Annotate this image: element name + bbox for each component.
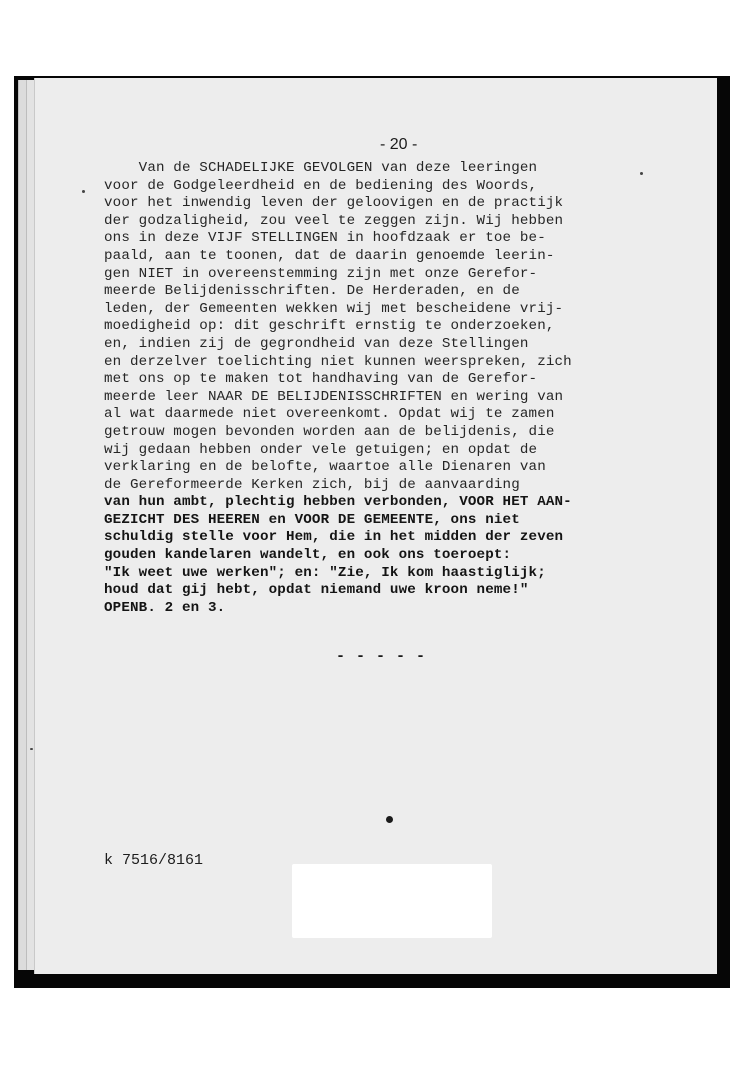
text-line: meerde leer NAAR DE BELIJDENISSCHRIFTEN en wering van <box>104 388 564 405</box>
text-line: verklaring en de belofte, waartoe alle Dienaren van <box>104 459 546 476</box>
page-number: - 20 - <box>380 136 418 153</box>
text-line: OPENB. 2 en 3. <box>104 599 226 616</box>
body-paragraph <box>104 160 684 617</box>
text-line: "Ik weet uwe werken"; en: "Zie, Ik kom haastiglijk; <box>104 564 546 581</box>
scan-speck <box>30 748 33 750</box>
text-line: schuldig stelle voor Hem, die in het midden der zeven <box>104 529 564 546</box>
blank-label-patch <box>292 864 492 938</box>
text-line: voor het inwendig leven der geloovigen en de practijk <box>104 195 564 212</box>
text-line: paald, aan te toonen, dat de daarin genoemde leerin- <box>104 247 555 264</box>
archive-reference-code: k 7516/8161 <box>104 852 204 869</box>
closing-dashes: - - - - - <box>336 648 427 665</box>
scan-speck <box>82 190 85 193</box>
text-line: en derzelver toelichting niet kunnen weerspreken, zich <box>104 353 572 370</box>
text-line: al wat daarmede niet overeenkomt. Opdat wij te zamen <box>104 406 555 423</box>
text-line: van hun ambt, plechtig hebben verbonden, VOOR HET AAN- <box>104 494 572 511</box>
text-line: en, indien zij de gegrondheid van deze Stellingen <box>104 335 529 352</box>
text-line: ons in deze VIJF STELLINGEN in hoofdzaak er toe be- <box>104 230 546 247</box>
text-line: voor de Godgeleerdheid en de bediening des Woords, <box>104 177 538 194</box>
ink-dot-mark <box>386 816 393 823</box>
text-line: der godzaligheid, zou veel te zeggen zijn. Wij hebben <box>104 212 564 229</box>
text-line: houd dat gij hebt, opdat niemand uwe kroon neme!" <box>104 582 529 599</box>
text-line: de Gereformeerde Kerken zich, bij de aanvaarding <box>104 476 520 493</box>
text-line: gouden kandelaren wandelt, en ook ons toeroept: <box>104 547 512 564</box>
text-line: leden, der Gemeenten wekken wij met bescheidene vrij- <box>104 300 564 317</box>
text-line: gen NIET in overeenstemming zijn met onze Gerefor- <box>104 265 538 282</box>
text-line: wij gedaan hebben onder vele getuigen; en opdat de <box>104 441 538 458</box>
text-line: met ons op te maken tot handhaving van de Gerefor- <box>104 371 538 388</box>
text-line: moedigheid op: dit geschrift ernstig te onderzoeken, <box>104 318 555 335</box>
text-line: GEZICHT DES HEEREN en VOOR DE GEMEENTE, ons niet <box>104 511 520 528</box>
scan-speck <box>640 172 643 175</box>
text-line: meerde Belijdenisschriften. De Herderaden, en de <box>104 283 520 300</box>
text-line: Van de SCHADELIJKE GEVOLGEN van deze leeringen <box>104 160 538 176</box>
text-line: getrouw mogen bevonden worden aan de belijdenis, die <box>104 423 555 440</box>
